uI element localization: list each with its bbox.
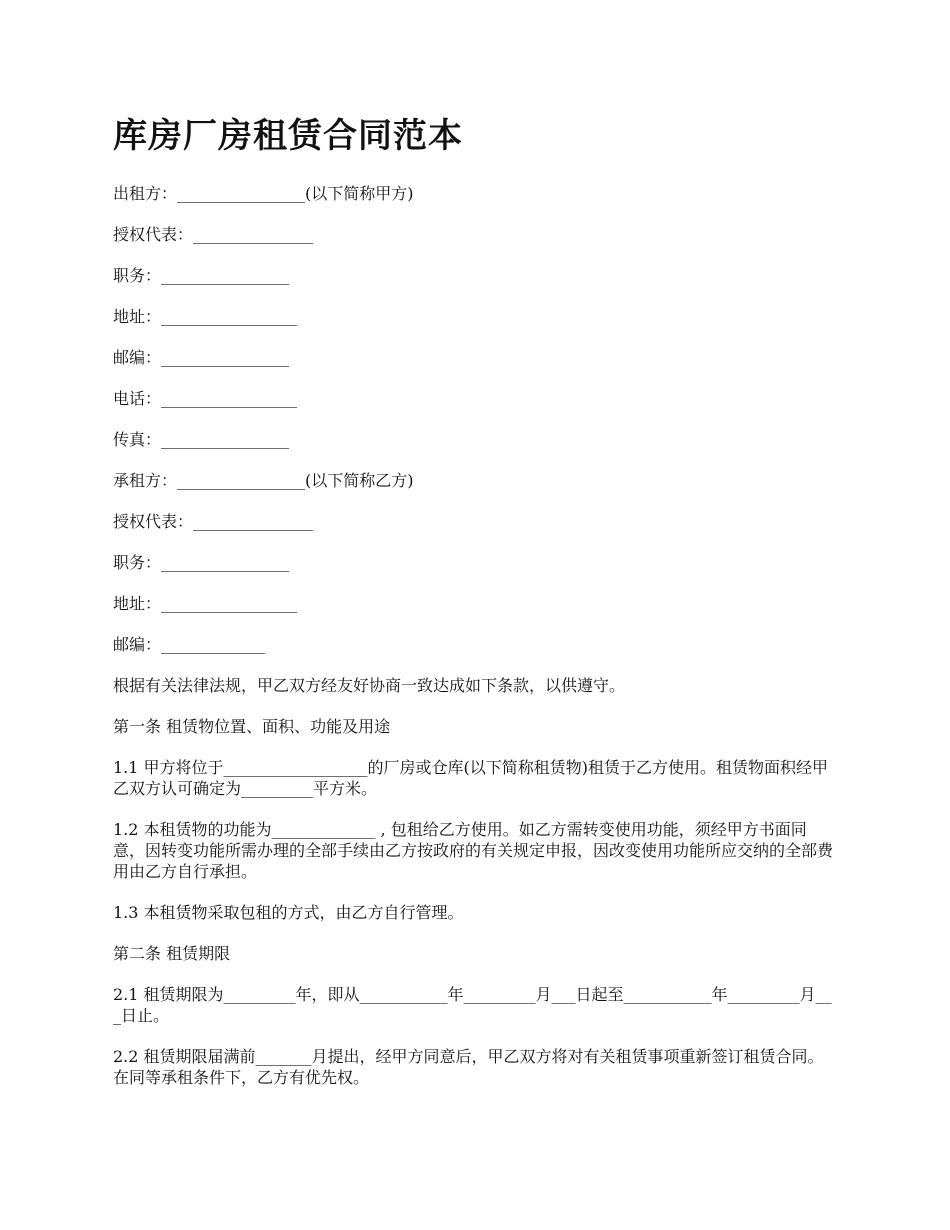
lessor-line: 出租方：________________(以下简称甲方) [113,184,414,203]
clause-2-2: 2.2 租赁期限届满前_______月提出，经甲方同意后，甲乙双方将对有关租赁事项重新签订租赁合同。在同等承租条件下，乙方有优先权。 [113,1047,824,1087]
clause-1-3: 1.3 本租赁物采取包租的方式，由乙方自行管理。 [113,903,464,922]
lessor-address-line: 地址：_________________ [113,307,298,326]
lessor-phone-line: 电话：_________________ [113,389,298,408]
clause-2-1: 2.1 租赁期限为_________年，即从___________年_________月___日起至___________年_________月___日止。 [113,985,832,1025]
lessor-position-line: 职务：________________ [113,266,290,285]
lessor-fax-line: 传真：________________ [113,430,290,449]
lessor-representative-line: 授权代表：_______________ [113,225,314,244]
lessee-position-line: 职务：________________ [113,553,290,572]
lessee-representative-line: 授权代表：_______________ [113,512,314,531]
preamble-paragraph: 根据有关法律法规，甲乙双方经友好协商一致达成如下条款，以供遵守。 [113,676,626,695]
document-page [113,112,838,1108]
clause-1-2: 1.2 本租赁物的功能为_____________ , 包租给乙方使用。如乙方需转变使用功能，须经甲方书面同意，因转变功能所需办理的全部手续由乙方按政府的有关规定申报，因改变使用功能所应交纳的全部费用由乙方自行承担。 [113,820,834,881]
lessee-line: 承租方：________________(以下简称乙方) [113,471,414,490]
lessee-postcode-line: 邮编：_____________ [113,635,266,654]
lessor-postcode-line: 邮编：________________ [113,348,290,367]
lessee-address-line: 地址：_________________ [113,594,298,613]
article-1-heading: 第一条 租赁物位置、面积、功能及用途 [113,717,391,736]
article-2-heading: 第二条 租赁期限 [113,944,231,963]
clause-1-1: 1.1 甲方将位于__________________的厂房或仓库(以下简称租赁物)租赁于乙方使用。租赁物面积经甲乙双方认可确定为_________平方米。 [113,758,829,798]
document-title: 库房厂房租赁合同范本 [113,116,463,156]
